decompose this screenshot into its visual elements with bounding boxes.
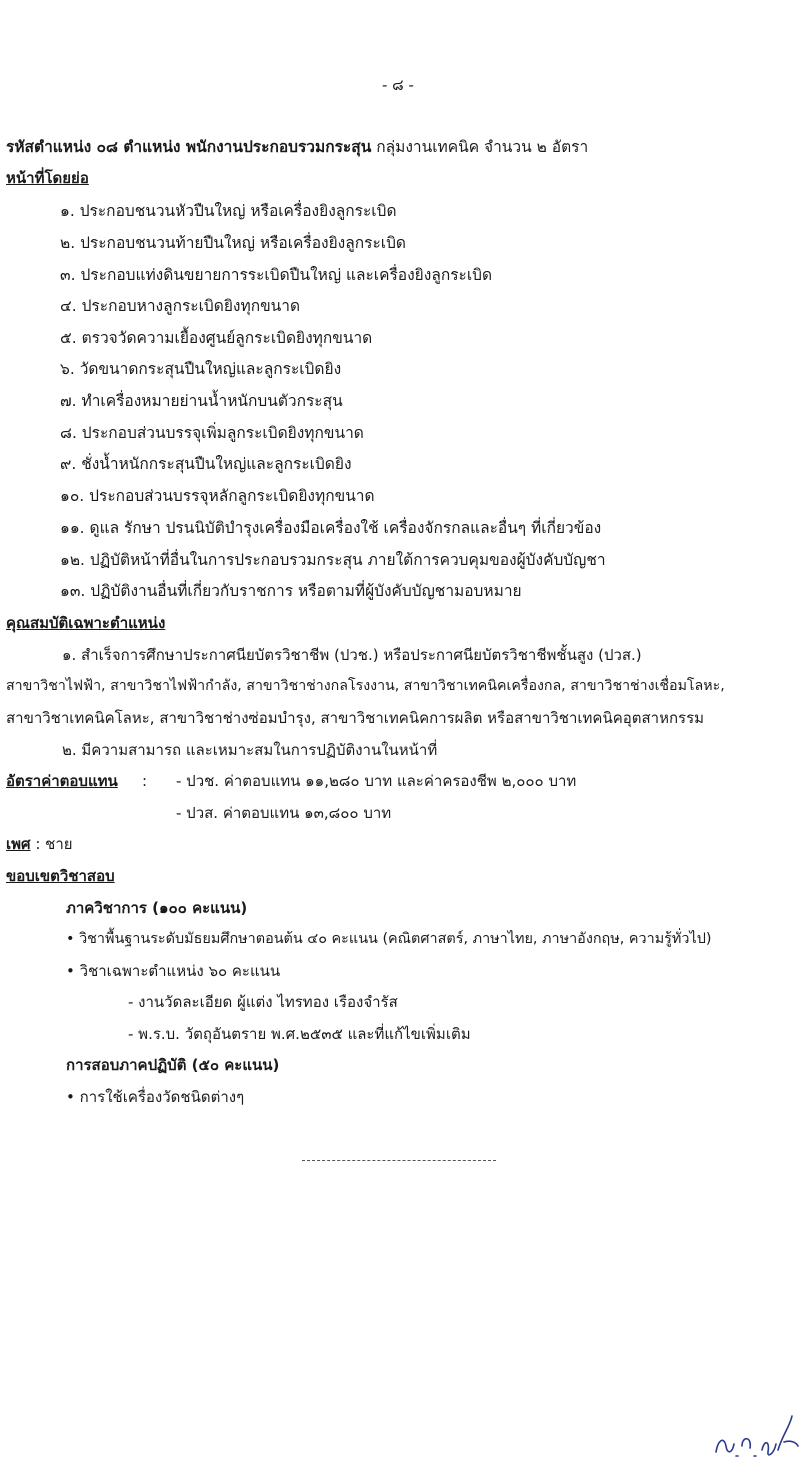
exam-bullet-1 — [66, 929, 711, 949]
duty-item: ๑๓. ปฏิบัติงานอื่นที่เกี่ยวกับราชการ หรือตามที่ผู้บังคับบัญชามอบหมาย — [60, 582, 522, 600]
bullet-icon: • — [66, 931, 75, 947]
qualification-1-line-1: ๑. สำเร็จการศึกษาประกาศนียบัตรวิชาชีพ (ปวช.) หรือประกาศนียบัตรวิชาชีพชั้นสูง (ปวส.) — [62, 646, 642, 664]
qualification-2: ๒. มีความสามารถ และเหมาะสมในการปฏิบัติงานในหน้าที่ — [62, 741, 438, 759]
qualification-1-line-2: สาขาวิชาไฟฟ้า, สาขาวิชาไฟฟ้ากำลัง, สาขาวิชาช่างกลโรงงาน, สาขาวิชาเทคนิคเครื่องกล, สาขาวิชาช่างเชื่อมโลหะ, — [6, 678, 725, 694]
compensation-line-2: - ปวส. ค่าตอบแทน ๑๓,๘๐๐ บาท — [176, 804, 392, 822]
position-header — [6, 137, 588, 157]
duty-item: ๑. ประกอบชนวนหัวปืนใหญ่ หรือเครื่องยิงลูกระเบิด — [60, 202, 397, 220]
exam-bullet-2 — [66, 961, 280, 981]
exam-sub-2: - พ.ร.บ. วัตถุอันตราย พ.ศ.๒๕๓๕ และที่แก้ไขเพิ่มเติม — [128, 1025, 471, 1043]
duty-item: ๗. ทำเครื่องหมายย่านน้ำหนักบนตัวกระสุน — [60, 392, 343, 410]
duty-item: ๑๐. ประกอบส่วนบรรจุหลักลูกระเบิดยิงทุกขนาด — [60, 487, 375, 505]
gender-value: : ชาย — [35, 835, 73, 853]
compensation-heading: อัตราค่าตอบแทน — [6, 772, 118, 790]
exam-bullet-2-text: วิชาเฉพาะตำแหน่ง ๖๐ คะแนน — [79, 962, 281, 980]
duty-item: ๑๒. ปฏิบัติหน้าที่อื่นในการประกอบรวมกระสุน ภายใต้การควบคุมของผู้บังคับบัญชา — [60, 551, 606, 569]
handwritten-initials-icon — [712, 1396, 800, 1466]
duties-heading: หน้าที่โดยย่อ — [6, 169, 89, 187]
compensation-colon: : — [142, 772, 148, 790]
duty-item: ๕. ตรวจวัดความเยื้องศูนย์ลูกระเบิดยิงทุกขนาด — [60, 329, 373, 347]
end-divider — [302, 1160, 496, 1161]
position-group: กลุ่มงานเทคนิค จำนวน ๒ อัตรา — [376, 138, 589, 156]
position-code-label: รหัสตำแหน่ง ๐๘ ตำแหน่ง พนักงานประกอบรวมกระสุน — [6, 138, 372, 156]
gender-row — [6, 834, 73, 854]
page-number: - ๘ - — [382, 76, 414, 94]
duty-item: ๙. ชั่งน้ำหนักกระสุนปืนใหญ่และลูกระเบิดยิง — [60, 455, 352, 473]
exam-bullet-3-text: การใช้เครื่องวัดชนิดต่างๆ — [79, 1088, 245, 1106]
practical-heading: การสอบภาคปฏิบัติ (๕๐ คะแนน) — [66, 1056, 280, 1074]
compensation-line-1: - ปวช. ค่าตอบแทน ๑๑,๒๘๐ บาท และค่าครองชีพ ๒,๐๐๐ บาท — [176, 772, 577, 790]
qualification-1-line-3: สาขาวิชาเทคนิคโลหะ, สาขาวิชาช่างซ่อมบำรุง, สาขาวิชาเทคนิคการผลิต หรือสาขาวิชาเทคนิคอุตสาหกรรม — [6, 709, 705, 727]
exam-bullet-1-text: วิชาพื้นฐานระดับมัธยมศึกษาตอนต้น ๔๐ คะแนน (คณิตศาสตร์, ภาษาไทย, ภาษาอังกฤษ, ความรู้ทั่วไป) — [79, 931, 712, 947]
duty-item: ๔. ประกอบหางลูกระเบิดยิงทุกขนาด — [60, 297, 301, 315]
duty-item: ๑๑. ดูแล รักษา ปรนนิบัติบำรุงเครื่องมือเครื่องใช้ เครื่องจักรกลและอื่นๆ ที่เกี่ยวข้อง — [60, 519, 602, 537]
duty-item: ๖. วัดขนาดกระสุนปืนใหญ่และลูกระเบิดยิง — [60, 360, 342, 378]
exam-bullet-3 — [66, 1087, 244, 1107]
qualifications-heading: คุณสมบัติเฉพาะตำแหน่ง — [6, 614, 166, 632]
duty-item: ๒. ประกอบชนวนท้ายปืนใหญ่ หรือเครื่องยิงลูกระเบิด — [60, 234, 406, 252]
gender-label: เพศ — [6, 835, 31, 853]
duty-item: ๘. ประกอบส่วนบรรจุเพิ่มลูกระเบิดยิงทุกขนาด — [60, 424, 364, 442]
exam-sub-1: - งานวัดละเอียด ผู้แต่ง ไทรทอง เรืองจำรัส — [128, 993, 398, 1011]
duty-item: ๓. ประกอบแท่งดินขยายการระเบิดปืนใหญ่ และเครื่องยิงลูกระเบิด — [60, 266, 493, 284]
bullet-icon: • — [66, 962, 75, 980]
bullet-icon: • — [66, 1088, 75, 1106]
exam-scope-heading: ขอบเขตวิชาสอบ — [6, 867, 115, 885]
academic-heading: ภาควิชาการ (๑๐๐ คะแนน) — [66, 899, 248, 917]
